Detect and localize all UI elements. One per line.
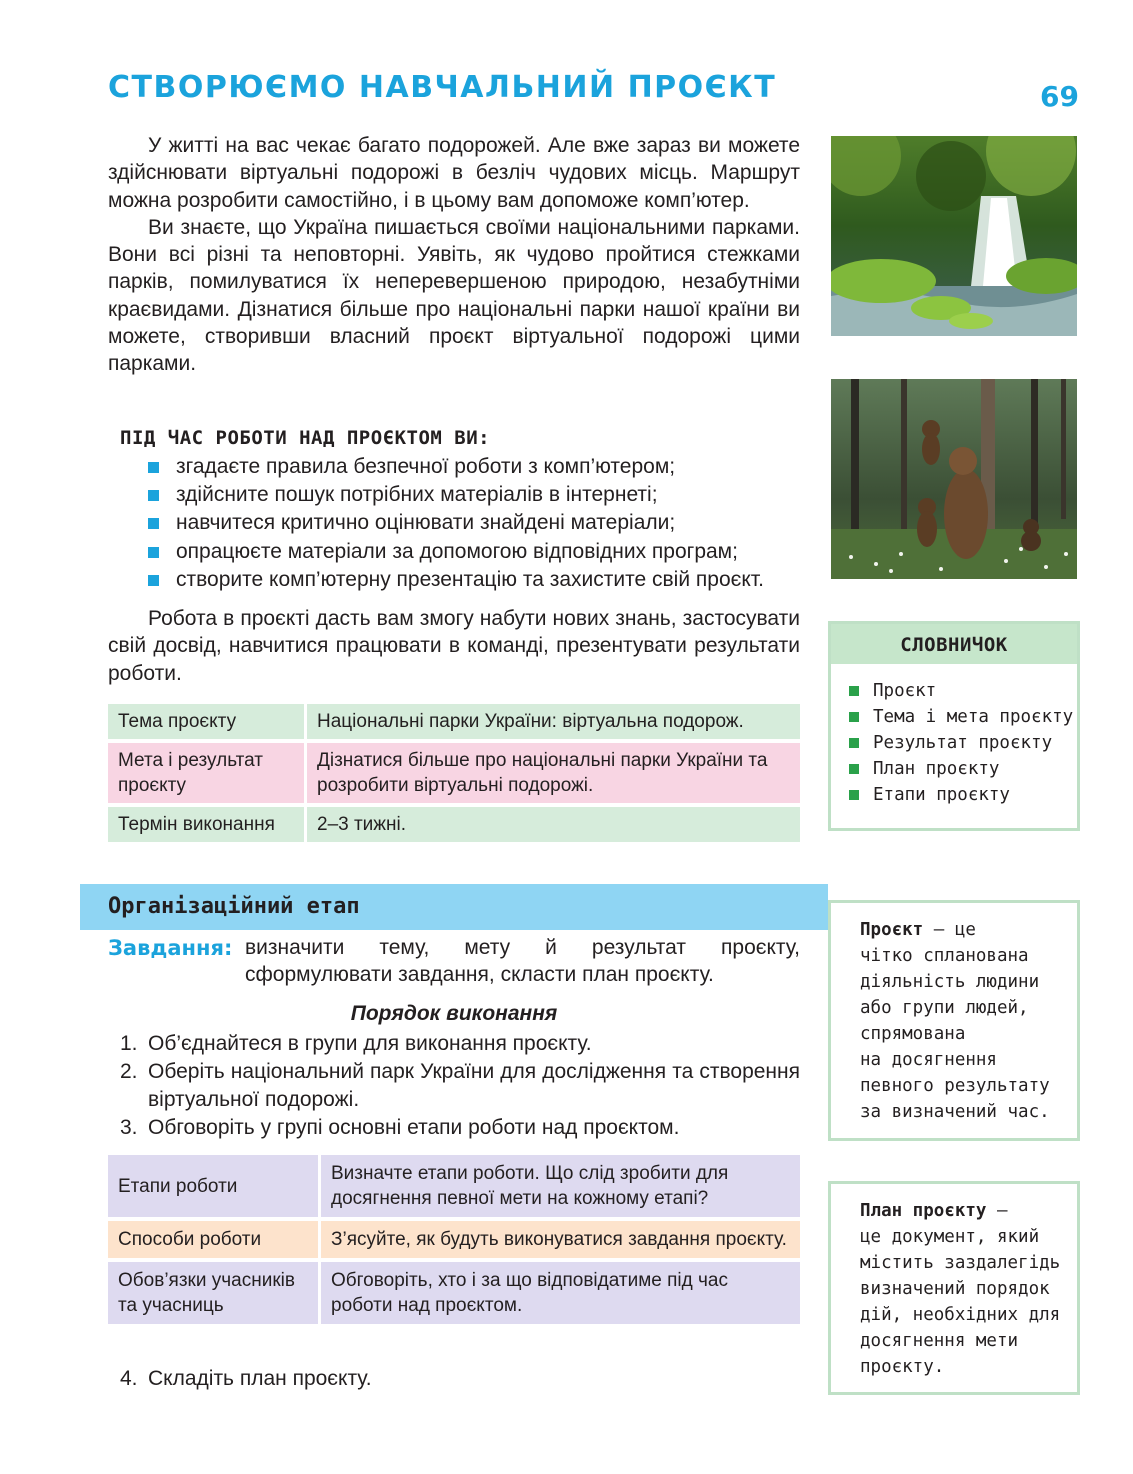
intro-paragraph-1: У житті на вас чекає багато подорожей. Але вже зараз ви можете здійснювати віртуальні подорожі в безліч чудових місць. Маршрут можна розробити самостійно, і в цьому вам допоможе комп’ютер. (108, 134, 800, 212)
table-cell-label: Обов’язки учасників та учасниць (108, 1262, 321, 1324)
list-item: 1. Об’єднайтеся в групи для виконання проєкту. (120, 1032, 592, 1055)
square-bullet-icon (849, 738, 859, 748)
table-cell-value: 2–3 тижні. (307, 807, 800, 842)
order-title: Порядок виконання (350, 1002, 558, 1025)
waterfall-photo (831, 136, 1077, 336)
definition-project: Проєкт — це чітко спланована діяльність людини або групи людей, спрямована на досягнення певного результату за визначений час. (860, 920, 1050, 1122)
table-cell-value: Визначте етапи роботи. Що слід зробити для досягнення певної мети на кожному етапі? (321, 1155, 800, 1217)
table-row (108, 704, 800, 739)
steps-list (120, 1030, 800, 1142)
intro (108, 132, 800, 378)
table-cell-label: Способи роботи (108, 1221, 321, 1258)
square-bullet-icon (849, 712, 859, 722)
work-list-heading: ПІД ЧАС РОБОТИ НАД ПРОЄКТОМ ВИ: (120, 427, 491, 449)
table-cell-value: Національні парки України: віртуальна подорож. (307, 704, 800, 739)
work-list (146, 453, 764, 594)
square-bullet-icon (148, 490, 159, 501)
table-row (108, 1262, 800, 1324)
work-table (108, 1151, 800, 1328)
square-bullet-icon (148, 575, 159, 586)
list-item: Тема і мета проєкту (849, 704, 1077, 730)
table-row (108, 743, 800, 803)
list-item: створите комп’ютерну презентацію та захистите свій проєкт. (146, 566, 764, 594)
square-bullet-icon (849, 764, 859, 774)
list-item: Етапи проєкту (849, 782, 1077, 808)
table-cell-label: Тема проєкту (108, 704, 307, 739)
table-row (108, 1221, 800, 1258)
definition-plan-box (828, 1181, 1080, 1395)
intro-paragraph-2: Ви знаєте, що Україна пишається своїми національними парками. Вони всі різні та неповторні. Уявіть, як чудово пройтися стежками парків, помилуватися їх неперевершеною природою, незабутніми краєвидами. Дізнатися більше про національні парки нашої країни ви можете, створивши власний проєкт віртуальної подорожі цими парками. (108, 215, 800, 376)
task-text: визначити тему, мету й результат проєкту, сформулювати завдання, скласти план проєкту. (245, 936, 800, 987)
table-cell-value: Дізнатися більше про національні парки України та розробити віртуальні подорожі. (307, 743, 800, 803)
list-item: Проєкт (849, 678, 1077, 704)
list-item: навчитеся критично оцінювати знайдені матеріали; (146, 509, 764, 537)
section-title: Організаційний етап (108, 894, 360, 919)
list-item: здійсните пошук потрібних матеріалів в інтернеті; (146, 481, 764, 509)
table-cell-label: Етапи роботи (108, 1155, 321, 1217)
closing-paragraph: Робота в проєкті дасть вам змогу набути нових знань, застосувати свій досвід, навчитися працювати в команді, презентувати результати роботи. (108, 607, 800, 685)
table-row (108, 807, 800, 842)
page-number: 69 (1040, 80, 1079, 113)
definition-project-box (828, 900, 1080, 1141)
glossary-box (828, 621, 1080, 831)
list-item: опрацюєте матеріали за допомогою відповідних програм; (146, 538, 764, 566)
square-bullet-icon (849, 686, 859, 696)
square-bullet-icon (148, 547, 159, 558)
glossary-list (831, 664, 1077, 808)
list-item: згадаєте правила безпечної роботи з комп’ютером; (146, 453, 764, 481)
table-cell-label: Термін виконання (108, 807, 307, 842)
table-cell-value: Обговоріть, хто і за що відповідатиме під час роботи над проєктом. (321, 1262, 800, 1324)
bears-photo (831, 379, 1077, 579)
square-bullet-icon (849, 790, 859, 800)
project-table (108, 700, 800, 846)
table-cell-label: Мета і результат проєкту (108, 743, 307, 803)
list-item: 3. Обговоріть у групі основні етапи роботи над проєктом. (120, 1116, 680, 1139)
square-bullet-icon (148, 462, 159, 473)
list-item: 4. Складіть план проєкту. (120, 1367, 372, 1390)
table-cell-value: З’ясуйте, як будуть виконуватися завдання проєкту. (321, 1221, 800, 1258)
task-label: Завдання: (108, 936, 233, 960)
list-item: План проєкту (849, 756, 1077, 782)
list-item: 2. Оберіть національний парк України для дослідження та створення віртуальної подорожі. (120, 1060, 800, 1111)
table-row (108, 1155, 800, 1217)
definition-plan: План проєкту — це документ, який містить заздалегідь визначений порядок дій, необхідних для досягнення мети проєкту. (860, 1201, 1061, 1377)
final-step-list (120, 1365, 800, 1393)
glossary-title: СЛОВНИЧОК (831, 624, 1077, 664)
list-item: Результат проєкту (849, 730, 1077, 756)
page-title: СТВОРЮЄМО НАВЧАЛЬНИЙ ПРОЄКТ (108, 70, 777, 105)
square-bullet-icon (148, 518, 159, 529)
